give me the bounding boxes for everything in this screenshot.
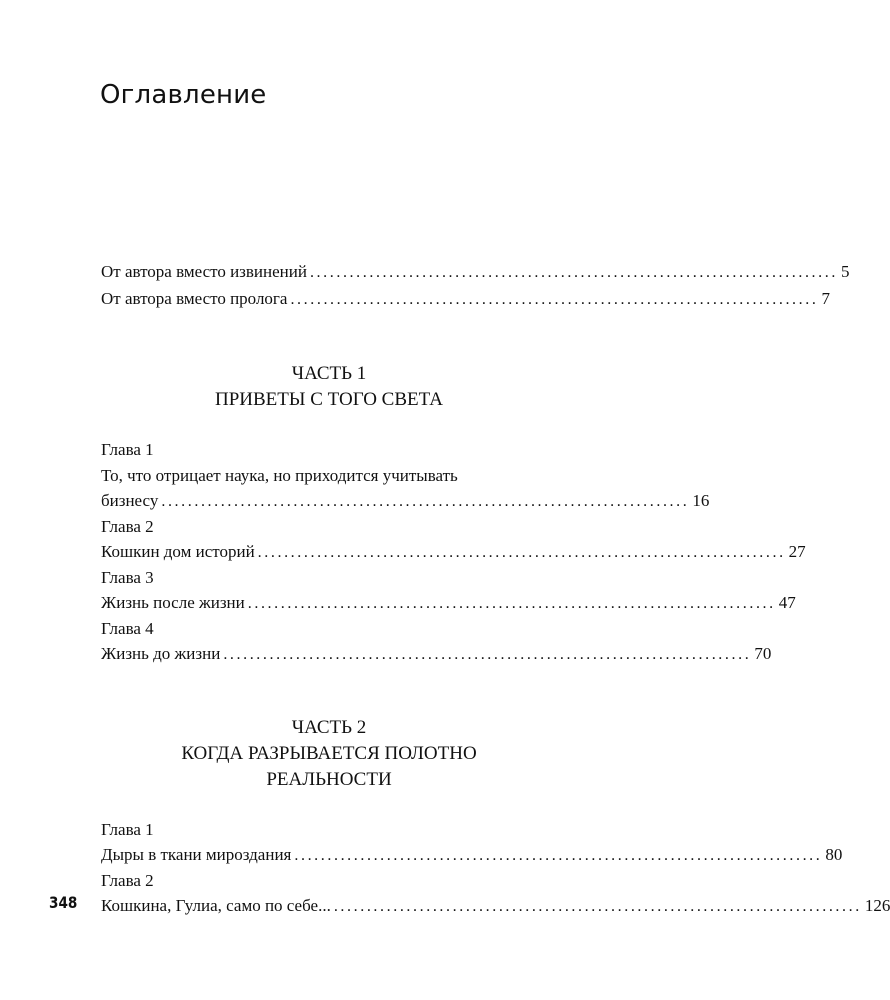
toc-entry-title[interactable]: То, что отрицает наука, но приходится учитывать (101, 466, 458, 485)
toc-entry-title: От автора вместо извинений (101, 262, 307, 281)
toc-page-number: 5 (840, 262, 850, 281)
part-1-number: ЧАСТЬ 1 (291, 363, 367, 384)
dot-leader: ................................................................................ (223, 646, 752, 663)
dot-leader: ................................................................................ (309, 264, 838, 281)
dot-leader: ................................................................................ (290, 291, 819, 308)
part-2-title-continued: РЕАЛЬНОСТИ (266, 769, 392, 790)
toc-page-number: 27 (788, 542, 806, 561)
toc-page-number: 16 (692, 491, 710, 510)
chapter-label: Глава 3 (101, 568, 154, 587)
toc-page-number: 126 (864, 896, 890, 915)
toc-page-number: 7 (821, 289, 830, 308)
page-title: Оглавление (100, 80, 267, 110)
dot-leader: ................................................................................ (333, 898, 862, 915)
chapter-label: Глава 1 (101, 440, 154, 459)
chapter-label: Глава 2 (101, 871, 154, 890)
toc-page-number: 47 (778, 593, 796, 612)
part-1-title: ПРИВЕТЫ С ТОГО СВЕТА (214, 389, 444, 410)
toc-page-number: 80 (825, 845, 843, 864)
toc-entry-foreword-prologue[interactable] (101, 286, 830, 312)
toc-entry-title: бизнесу (101, 491, 159, 510)
chapter-label: Глава 2 (101, 517, 154, 536)
toc-entry-part2-chapter2[interactable] (101, 893, 890, 919)
dot-leader: ................................................................................ (257, 544, 786, 561)
chapter-label: Глава 1 (101, 820, 154, 839)
toc-page-number: 70 (754, 644, 772, 663)
toc-entry-title: Дыры в ткани мироздания (101, 845, 292, 864)
toc-entry-foreword-apology[interactable] (101, 259, 850, 285)
dot-leader: ................................................................................ (294, 847, 823, 864)
part-2-title: КОГДА РАЗРЫВАЕТСЯ ПОЛОТНО (181, 743, 477, 764)
part-2-number: ЧАСТЬ 2 (291, 717, 367, 738)
toc-entry-title: Кошкин дом историй (101, 542, 255, 561)
toc-entry-part2-chapter1[interactable] (101, 842, 843, 868)
chapter-label: Глава 4 (101, 619, 154, 638)
dot-leader: ................................................................................ (247, 595, 776, 612)
toc-entry-part1-chapter2[interactable] (101, 539, 806, 565)
dot-leader: ................................................................................ (161, 493, 690, 510)
toc-entry-part1-chapter4[interactable] (101, 641, 772, 667)
toc-entry-title: Жизнь до жизни (101, 644, 221, 663)
page-number-folio: 348 (49, 893, 78, 912)
toc-entry-title: От автора вместо пролога (101, 289, 288, 308)
toc-entry-part1-chapter3[interactable] (101, 590, 796, 616)
toc-entry-title: Кошкина, Гулиа, само по себе... (101, 896, 331, 915)
toc-entry-title: Жизнь после жизни (101, 593, 245, 612)
toc-entry-part1-chapter1[interactable] (101, 488, 710, 514)
